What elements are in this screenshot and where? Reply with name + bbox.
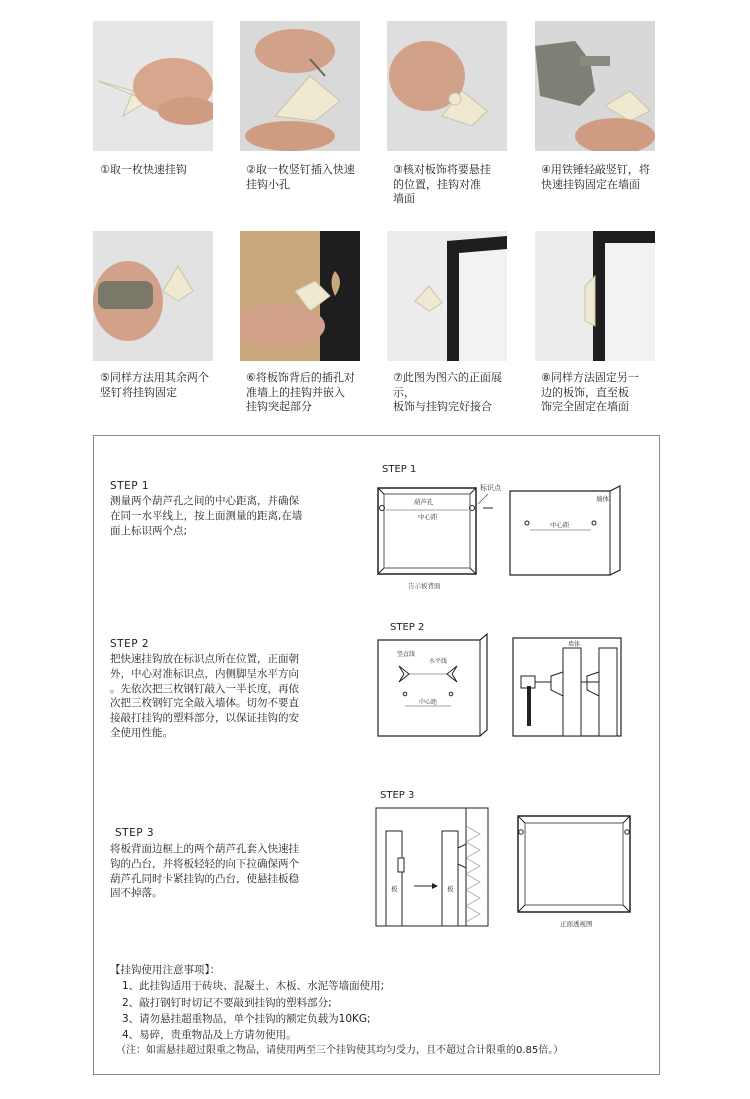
diagram-step-1 bbox=[370, 458, 635, 593]
diagram-step-3-title: STEP 3 bbox=[380, 790, 415, 801]
diagram-step-2 bbox=[375, 618, 640, 738]
photo-step-2 bbox=[240, 21, 360, 151]
notes-footnote: （注：如需悬挂超过限重之物品，请使用两至三个挂钩使其均匀受力，且不超过合计限重的0.85倍。） bbox=[116, 1045, 564, 1057]
front-view-label: 正面透视图 bbox=[560, 921, 593, 928]
caption-step-4: ④用铁锤轻敲竖钉，将 快速挂钩固定在墙面 bbox=[541, 163, 650, 191]
photo-step-8 bbox=[535, 231, 655, 361]
mark-point-label: 标识点 bbox=[480, 484, 501, 492]
wall-label-1: 墙体 bbox=[596, 496, 609, 503]
wall-label-2: 墙体 bbox=[568, 642, 581, 648]
photo-step-3 bbox=[387, 21, 507, 151]
caption-step-7: ⑦此图为图六的正面展示， 板饰与挂钩完好接合 bbox=[393, 371, 502, 413]
back-label: 告示板背面 bbox=[408, 583, 441, 590]
gourd-hole-label: 葫芦孔 bbox=[414, 499, 434, 506]
center-dist-label-2: 中心距 bbox=[550, 522, 570, 529]
caption-step-8: ⑧同样方法固定另一 边的板饰，直至板 饰完全固定在墙面 bbox=[541, 371, 639, 413]
step-3-text: 将板背面边框上的两个葫芦孔套入快速挂 钩的凸台，并将板轻轻的向下拉确保两个 葫芦孔同时卡紧挂钩的凸台，使悬挂板稳 固不掉落。 bbox=[110, 843, 299, 900]
caption-step-5: ⑤同样方法用其余两个 竖钉将挂钩固定 bbox=[100, 371, 209, 399]
step-1-text: 测量两个葫芦孔之间的中心距离，并确保 在同一水平线上，按上面测量的距离,在墙 面上标识两个点; bbox=[110, 495, 303, 537]
note-item-1: 1、此挂钩适用于砖块、混凝土、木板、水泥等墙面使用; bbox=[122, 980, 385, 993]
center-dist-label-3: 中心距 bbox=[419, 700, 438, 706]
diagram-step-1-title: STEP 1 bbox=[382, 464, 417, 475]
note-item-3: 3、请勿悬挂超重物品，单个挂钩的额定负载为10KG; bbox=[122, 1012, 371, 1025]
photo-step-1 bbox=[93, 21, 213, 151]
caption-step-6: ⑥将板饰背后的插孔对 准墙上的挂钩并嵌入 挂钩突起部分 bbox=[246, 371, 355, 413]
center-dist-label-1: 中心距 bbox=[418, 514, 438, 521]
photo-step-7 bbox=[387, 231, 507, 361]
note-item-2: 2、敲打钢钉时切记不要敲到挂钩的塑料部分; bbox=[122, 996, 332, 1009]
photo-step-6 bbox=[240, 231, 360, 361]
horizontal-line-label: 水平线 bbox=[429, 659, 448, 665]
board-label-2: 板 bbox=[447, 886, 454, 893]
usage-notes bbox=[110, 962, 655, 1060]
diagram-step-3 bbox=[370, 786, 635, 931]
photo-step-4 bbox=[535, 21, 655, 151]
vertical-line-label: 竖直线 bbox=[397, 652, 416, 658]
note-item-4: 4、易碎，贵重物品及上方请勿使用。 bbox=[122, 1029, 297, 1042]
notes-title: 【挂钩使用注意事项】： bbox=[110, 964, 221, 976]
step-2-text: 把快速挂钩放在标识点所在位置，正面朝 外，中心对准标识点，内侧脚呈水平方向 。先依次把三枚钢钉敲入一半长度，再依 次把三枚钢钉完全敲入墙体。切勿不要直 接敲打挂钩的塑料部分，以保证挂钩的安 全使用性能。 bbox=[110, 653, 299, 739]
caption-step-2: ②取一枚竖钉插入快速 挂钩小孔 bbox=[246, 163, 355, 191]
board-label-1: 板 bbox=[391, 886, 398, 893]
photo-step-5 bbox=[93, 231, 213, 361]
step-3-label: STEP 3 bbox=[115, 827, 155, 839]
caption-step-3: ③核对板饰将要悬挂 的位置，挂钩对准 墙面 bbox=[393, 163, 491, 205]
step-1-label: STEP 1 bbox=[110, 480, 150, 492]
step-2-label: STEP 2 bbox=[110, 638, 150, 650]
caption-step-1: ①取一枚快速挂钩 bbox=[100, 163, 187, 176]
diagram-step-2-title: STEP 2 bbox=[390, 622, 425, 633]
